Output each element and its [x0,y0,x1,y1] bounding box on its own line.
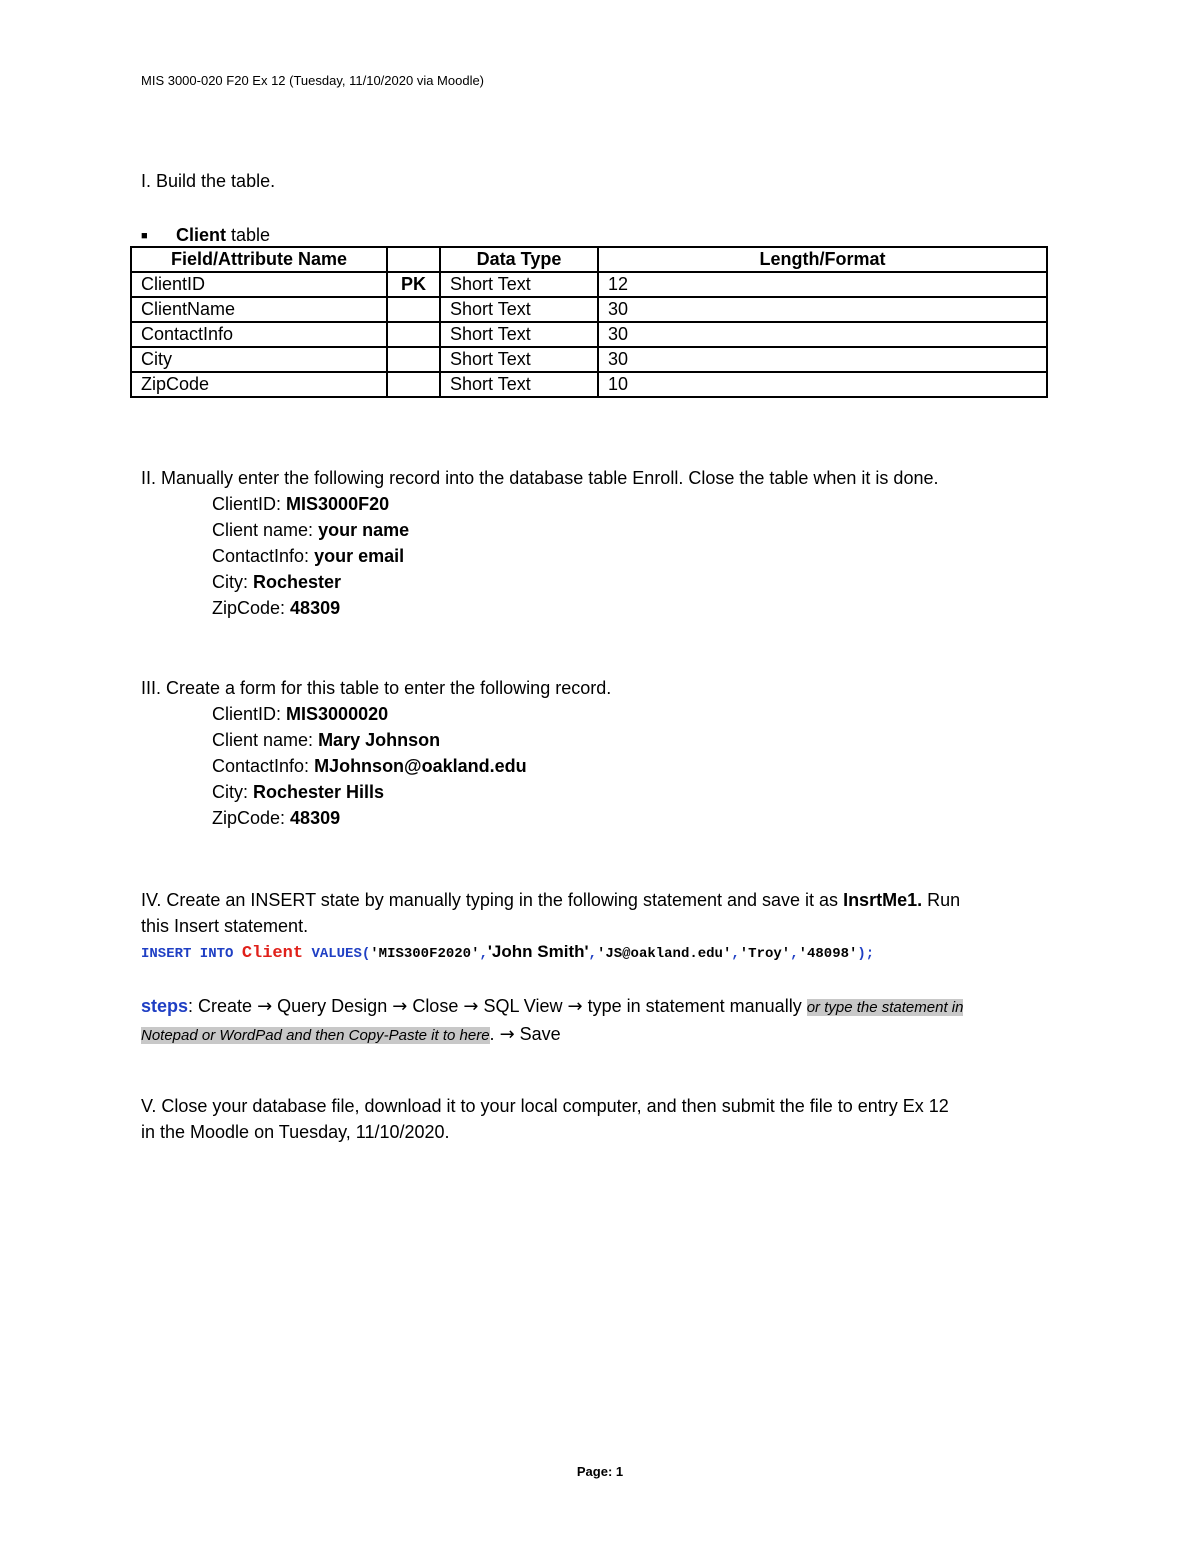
header-length-format: Length/Format [598,247,1047,272]
cell-key: PK [387,272,440,297]
steps-line: steps: Create → Query Design → Close → SQL View → type in statement manually or type the statement in [141,996,964,1017]
page-header: MIS 3000-020 F20 Ex 12 (Tuesday, 11/10/2020 via Moodle) [141,73,485,88]
sql-statement: INSERT INTO Client VALUES('MIS300F2020','John Smith','JS@oakland.edu','Troy','48098'); [141,942,875,963]
record-field: City: Rochester [212,572,342,592]
page-number: Page: 1 [576,1464,624,1479]
table-header-row [131,247,1047,272]
table-row [131,272,1047,297]
cell-field: ClientName [131,297,387,322]
record-field: ContactInfo: your email [212,546,405,566]
section-2-heading: II. Manually enter the following record into the database table Enroll. Close the table when it is done. [141,468,939,488]
bullet-bold-text: Client [176,225,227,245]
table-row [131,322,1047,347]
cell-type: Short Text [440,372,598,397]
cell-type: Short Text [440,272,598,297]
arrow-icon: → [567,996,583,1017]
section-3 [141,675,1061,831]
bullet-icon: ■ [141,230,148,243]
cell-length: 30 [598,322,1047,347]
section-1-heading: I. Build the table. [141,171,276,191]
header-field-name: Field/Attribute Name [131,247,387,272]
section-3-heading: III. Create a form for this table to enter the following record. [141,678,612,698]
arrow-icon: → [499,1024,515,1045]
record-field: ZipCode: 48309 [212,808,341,828]
record-field: Client name: your name [212,520,410,540]
section-4 [141,887,1061,1049]
cell-type: Short Text [440,347,598,372]
cell-length: 30 [598,297,1047,322]
cell-type: Short Text [440,297,598,322]
arrow-icon: → [392,996,408,1017]
steps-line-2: Notepad or WordPad and then Copy-Paste it to here. → Save [141,1024,561,1045]
highlighted-note: or type the statement in [806,999,964,1016]
section-4-line-2: this Insert statement. [141,916,309,936]
section-5-line-1: V. Close your database file, download it to your local computer, and then submit the file to entry Ex 12 [141,1096,949,1116]
record-field: City: Rochester Hills [212,782,385,802]
record-field: ClientID: MIS3000F20 [212,494,390,514]
table-row [131,372,1047,397]
cell-key [387,322,440,347]
cell-length: 12 [598,272,1047,297]
cell-length: 10 [598,372,1047,397]
cell-type: Short Text [440,322,598,347]
cell-field: ZipCode [131,372,387,397]
cell-key [387,297,440,322]
record-field: Client name: Mary Johnson [212,730,441,750]
arrow-icon: → [463,996,479,1017]
cell-field: ClientID [131,272,387,297]
cell-field: ContactInfo [131,322,387,347]
section-4-line-1: IV. Create an INSERT state by manually typing in the following statement and save it as InsrtMe1. Run [141,890,961,910]
highlighted-note: Notepad or WordPad and then Copy-Paste it to here [141,1027,490,1044]
table-row [131,347,1047,372]
cell-field: City [131,347,387,372]
arrow-icon: → [257,996,273,1017]
bullet-text: table [226,225,271,245]
client-table-spec [130,246,1048,398]
header-data-type: Data Type [440,247,598,272]
table-row [131,297,1047,322]
record-field: ZipCode: 48309 [212,598,341,618]
section-5-line-2: in the Moodle on Tuesday, 11/10/2020. [141,1122,450,1142]
section-5 [141,1093,1061,1145]
record-field: ClientID: MIS3000020 [212,704,389,724]
cell-key [387,372,440,397]
header-key [387,247,440,272]
record-field: ContactInfo: MJohnson@oakland.edu [212,756,527,776]
cell-length: 30 [598,347,1047,372]
cell-key [387,347,440,372]
section-2 [141,465,1061,621]
